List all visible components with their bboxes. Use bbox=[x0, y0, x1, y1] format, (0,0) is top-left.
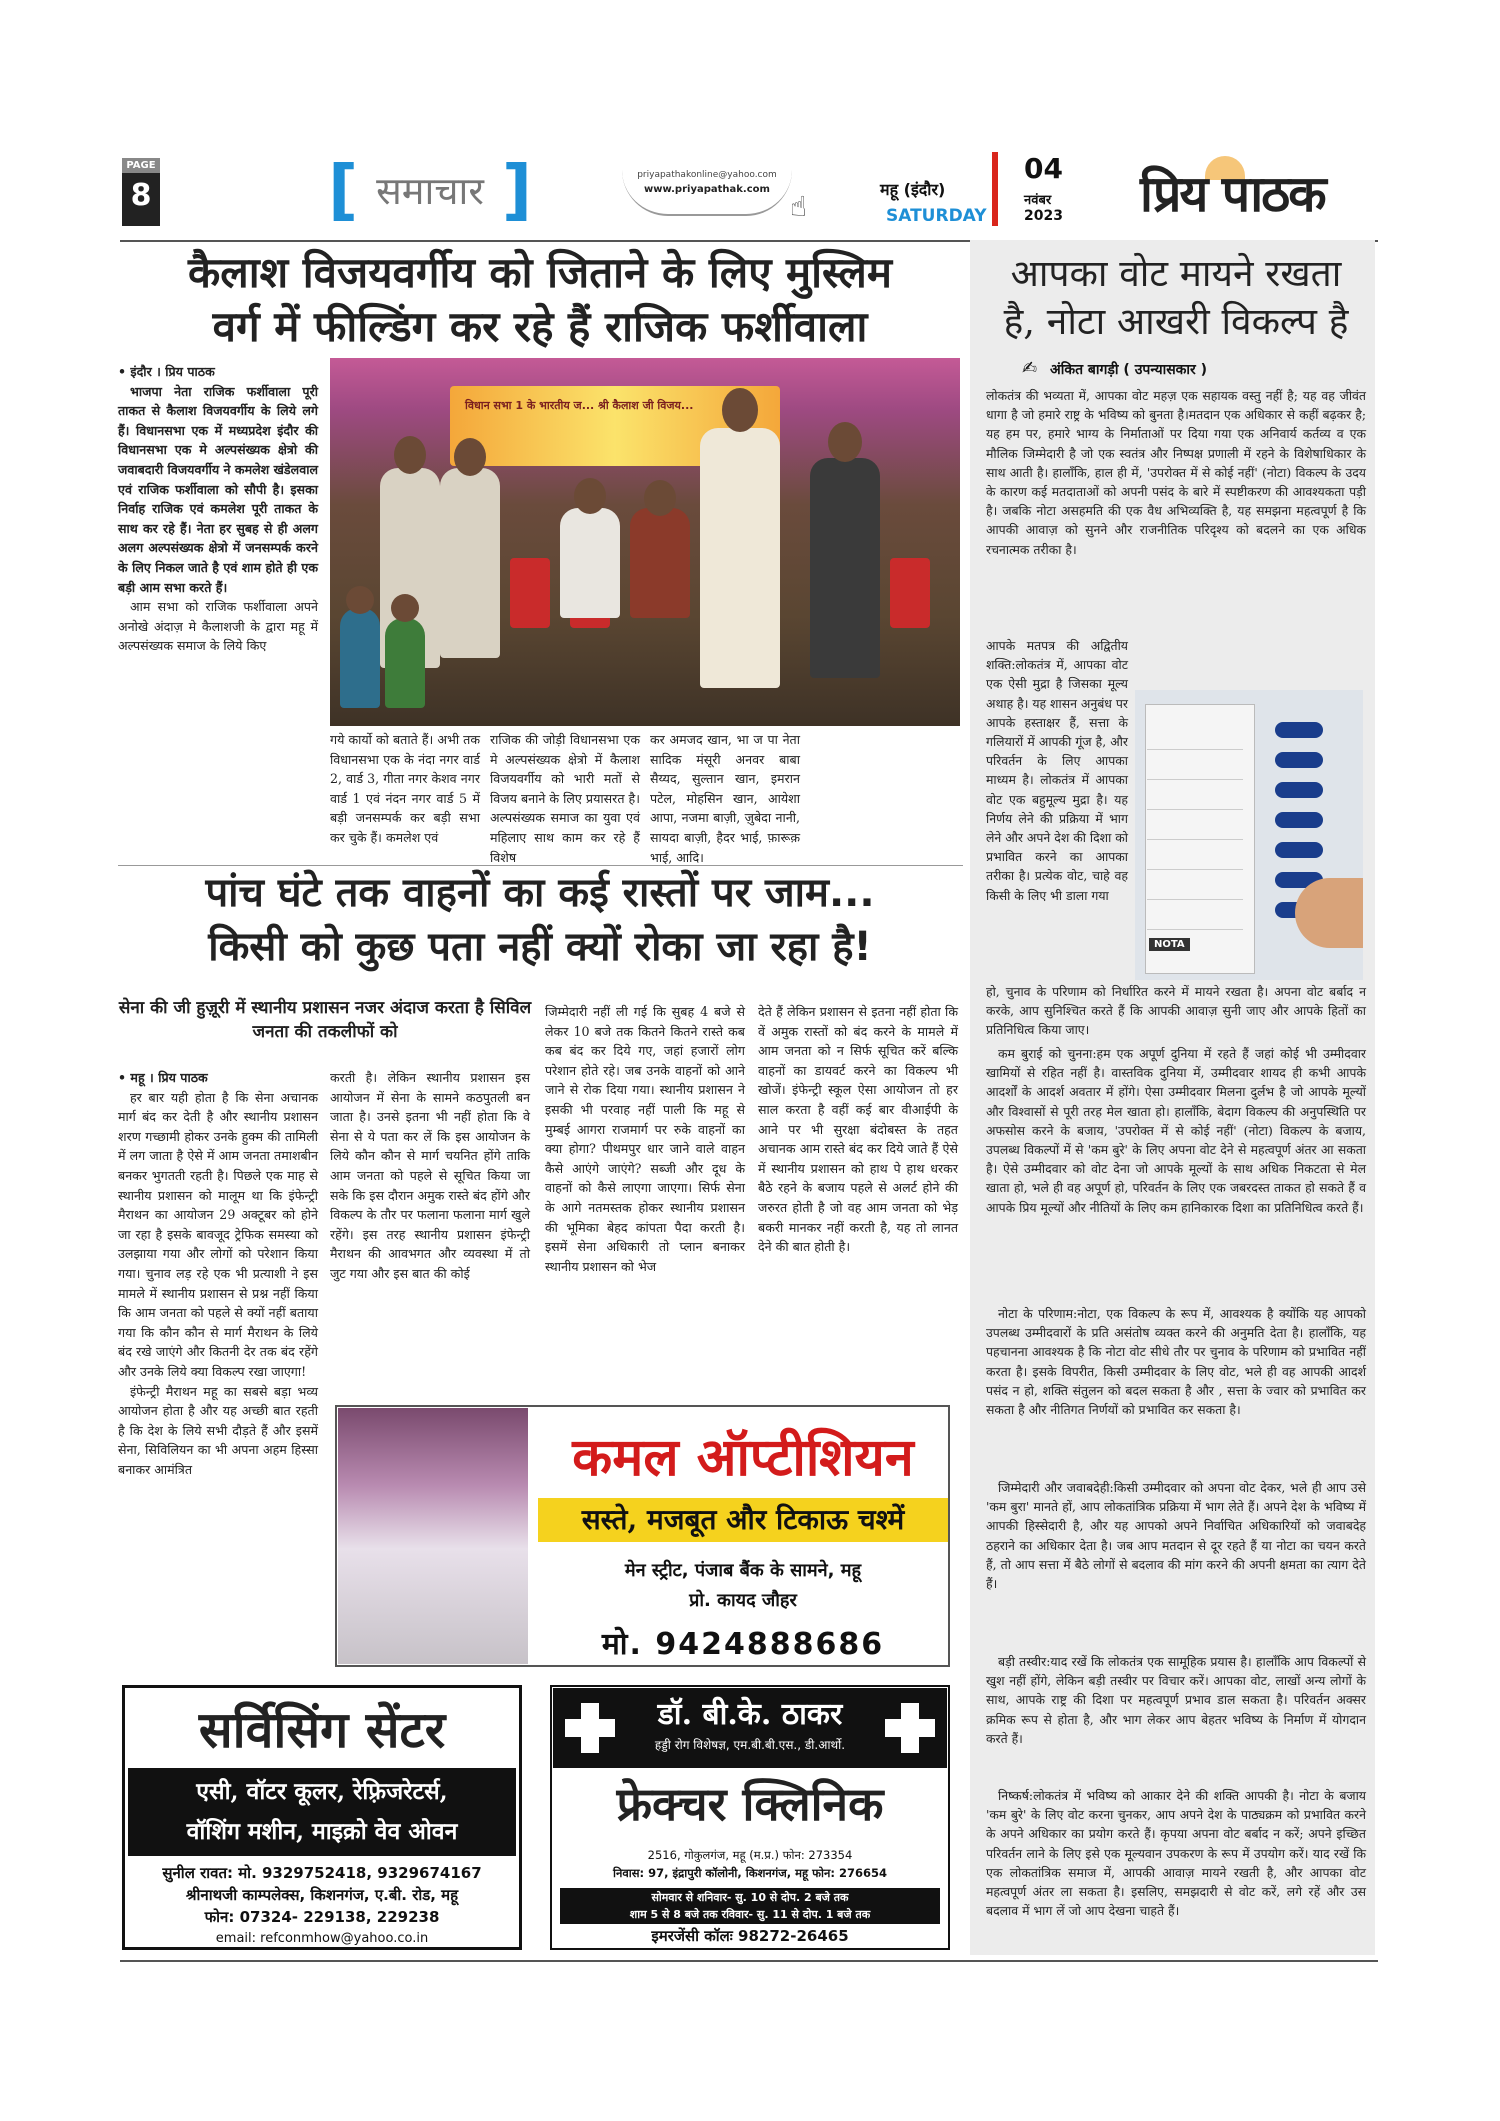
contact-info bbox=[622, 170, 792, 216]
clinic-address: 2516, गोकुलगंज, महू (म.प्र.) फोन: 273354 bbox=[647, 1848, 853, 1862]
sidebar-p7: निष्कर्ष:लोकतंत्र में भविष्य को आकार देने की शक्ति आपकी है। नोटा के बजाय 'कम बुरे' के लिए वोट करना चुनकर, आप अपने देश के पाठ्यक्रम को प्रभावित करने के अपने अधिकार का प्रयोग करते हैं। कृपया अपना वोट बर्बाद न करें; अपने इच्छित परिवर्तन लाने के लिए इसे एक मूल्यवान उपकरण के रूप में उपयोग करें। याद रखें कि एक लोकतांत्रिक समाज में, आपकी आवाज़ मायने रखती है, और आपका वोट महत्वपूर्ण अंतर ला सकता है। इसलिए, समझदारी से वोट करें, लगे रहें और उस बदलाव में भाग लें जो आप देखना चाहते हैं। bbox=[986, 1788, 1366, 1919]
sidebar-p4: नोटा के परिणाम:नोटा, एक विकल्प के रूप में, आवश्यक है क्योंकि यह आपको उपलब्ध उम्मीदवारों के प्रति असंतोष व्यक्त करने की अनुमति देता है। हालाँकि, यह पहचानना आवश्यक है कि नोटा वोट सीधे तौर पर चुनाव के परिणाम को प्रभावित नहीं करता है। इसके विपरीत, किसी उम्मीदवार के लिए वोट, भले ही वह आपकी आदर्श पसंद न हो, शक्ति संतुलन को बदल सकता है और , सत्ता के ज्वार को प्रभावित कर सकता है और नीतिगत निर्णयों को प्रभावित कर सकता है। bbox=[986, 1306, 1366, 1418]
article2-col1 bbox=[118, 1068, 318, 1479]
article2-subhead: सेना की जी हुज़ूरी में स्थानीय प्रशासन नजर अंदाज करता है सिविल जनता की तकलीफों को bbox=[118, 998, 532, 1043]
person bbox=[560, 508, 620, 618]
clinic-address-block bbox=[553, 1846, 947, 1882]
sidebar-author: अंकित बागड़ी ( उपन्यासकार ) bbox=[1050, 362, 1208, 378]
clinic-emergency: इमरजेंसी कॉलः 98272-26465 bbox=[651, 1927, 849, 1945]
email-text[interactable]: priyapathakonline@yahoo.com bbox=[637, 170, 777, 180]
person bbox=[440, 468, 500, 658]
service-title: सर्विसिंग सेंटर bbox=[198, 1700, 446, 1759]
person-head bbox=[644, 480, 676, 516]
article1-col3: राजिक की जोड़ी विधानसभा एक मे अल्पसंख्यक क्षेत्रो में कैलाश विजयवर्गीय को भारी मतों से विजय बनाने के लिए प्रयासरत है। अल्पसंख्यक समाज का युवा एवं महिलाए साथ काम कर रहे हैं विशेष bbox=[490, 732, 640, 865]
clinic-timing2: शाम 5 से 8 बजे तक रविवार- सु. 11 से दोप. 1 बजे तक bbox=[629, 1908, 871, 1921]
evm-button bbox=[1275, 782, 1323, 798]
article2-col3: जिम्मेदारी नहीं ली गई कि सुबह 4 बजे से लेकर 10 बजे तक कितने कितने रास्ते कब कब बंद कर दिये गए, जहां हजारों लोग परेशान होते रहे। जब उनके वाहनों को आने जाने से रोक दिया गया। स्थानीय प्रशासन ने इसकी भी परवाह नहीं पाली कि महू से मुम्बई आगरा राजमार्ग पर रुके वाहनों का क्या होगा? पीथमपुर धार जाने वाले वाहन कैसे आएंगे जाएंगे? सब्जी और दूध के वाहनों को कैसे लाएगा जाएगा। सिर्फ सेना के आगे नतमस्तक होकर स्थानीय प्रशासन की भूमिका बेहद कांपता पैदा करती है। इसमें सेना अधिकारी तो प्लान बनाकर स्थानीय प्रशासन को भेज bbox=[545, 1004, 745, 1274]
footer-rule bbox=[120, 1960, 1378, 1962]
website-link[interactable]: www.priyapathak.com bbox=[644, 184, 770, 195]
article2-headline-line2: किसी को कुछ पता नहीं क्यों रोका जा रहा है! bbox=[208, 924, 872, 970]
date-divider bbox=[992, 152, 998, 226]
chair bbox=[510, 558, 550, 628]
page-badge bbox=[122, 158, 160, 226]
person-head bbox=[394, 436, 426, 474]
service-phone: फोन: 07324- 229138, 229238 bbox=[204, 1908, 440, 1926]
person-head bbox=[828, 422, 862, 462]
evm-button bbox=[1275, 752, 1323, 768]
optician-proprietor: प्रो. कायद जौहर bbox=[689, 1590, 797, 1611]
service-line1: एसी, वॉटर कूलर, रेफ़्रिजरेटर्स, bbox=[196, 1778, 448, 1805]
sidebar-p2b: हो, चुनाव के परिणाम को निर्धारित करने में मायने रखता है। अपना वोट बर्बाद न करके, आप सुनिश्चित करते हैं कि आपकी आवाज़ सुनी जाए और आपके हितों का प्रतिनिधित्व किया जाए। bbox=[986, 984, 1366, 1038]
article1-col1-rest: आम सभा को राजिक फर्शीवाला अपने अनोखे अंदाज़ मे कैलाशजी के द्वारा महू में अल्पसंख्यक समाज के लिये किए bbox=[118, 599, 318, 654]
newspaper-logo: प्रिय पाठक bbox=[1140, 164, 1325, 223]
day-name: SATURDAY bbox=[886, 206, 987, 226]
bracket-close: ] bbox=[501, 151, 533, 228]
clinic-title: फ्रेक्चर क्लिनिक bbox=[616, 1777, 884, 1831]
rally-photo bbox=[330, 358, 960, 726]
pointer-hand-icon: ☝ bbox=[790, 190, 808, 223]
date-number: 04 bbox=[1024, 152, 1063, 185]
optician-shop-photo bbox=[338, 1408, 528, 1664]
evm-button bbox=[1275, 812, 1323, 828]
article2-dateline: • महू । प्रिय पाठक bbox=[118, 1070, 208, 1085]
sidebar-p6: बड़ी तस्वीर:याद रखें कि लोकतंत्र एक सामूहिक प्रयास है। हालाँकि आप विकल्पों से खुश नहीं होंगे, लेकिन बड़ी तस्वीर पर विचार करें। आपका वोट, लाखों अन्य लोगों के साथ, आपके राष्ट्र की दिशा पर महत्वपूर्ण प्रभाव डाल सकता है। परिवर्तन अक्सर क्रमिक रूप से होता है, और भाग लेकर आप बेहतर भविष्य के निर्माण में योगदान करते हैं। bbox=[986, 1654, 1366, 1746]
sidebar-p5: जिम्मेदारी और जवाबदेही:किसी उम्मीदवार को अपना वोट देकर, भले ही आप उसे 'कम बुरा' मानते हों, आप लोकतांत्रिक प्रक्रिया में भाग लेते हैं। अपने देश के भविष्य में आपकी हिस्सेदारी है, और यह आपको अपने निर्वाचित अधिकारियों को जवाबदेह ठहराने का अधिकार देता है। जब आप मतदान से दूर रहते हैं या नोटा का चयन करते हैं, तो आप सत्ता में बैठे लोगों से बदलाव की मांग करने की अपनी क्षमता का त्याग देते हैं। bbox=[986, 1480, 1366, 1592]
article2-col1-text: हर बार यही होता है कि सेना अचानक मार्ग बंद कर देती है और स्थानीय प्रशासन शरण गच्छामी होकर उनके हुक्म की तामिली में लग जाता है ऐसे में आम जनता तमाशबीन बनकर भुगतती रहती है। पिछले एक माह से स्थानीय प्रशासन को मालूम था कि इंफेन्ट्री मैराथन का आयोजन 29 अक्टूबर को होने जा रहा है इसके बावजूद ट्रेफिक समस्या को उलझाया गया और लोगों को परेशान किया गया। चुनाव लड़ रहे एक भी प्रत्याशी ने इस मामले में स्थानीय प्रशासन से प्रश्न नहीं किया कि आम जनता को पहले से क्यों नहीं बताया गया कि कौन कौन से मार्ग मैराथन के लिये बंद रखे जाएंगे और कितनी देर तक बंद रहेंगे और उनके लिये क्या विकल्प रखा जाएगा! bbox=[118, 1089, 318, 1379]
service-list bbox=[128, 1768, 516, 1856]
optician-tagline: सस्ते, मजबूत और टिकाऊ चश्में bbox=[538, 1498, 948, 1542]
person bbox=[810, 458, 880, 678]
sidebar-headline-line2: है, नोटा आखरी विकल्प है bbox=[1003, 300, 1349, 344]
child-head bbox=[346, 586, 374, 614]
service-line2: वॉशिंग मशीन, माइक्रो वेव ओवन bbox=[186, 1818, 458, 1845]
evm-row bbox=[1147, 730, 1243, 750]
service-contact bbox=[125, 1862, 519, 1950]
article2-headline bbox=[115, 866, 965, 974]
pen-icon: ✍ bbox=[1022, 358, 1038, 379]
article1-headline bbox=[115, 246, 965, 354]
voter-finger bbox=[1295, 878, 1363, 948]
evm-photo bbox=[1135, 690, 1363, 980]
service-address: श्रीनाथजी काम्पलेक्स, किशनगंज, ए.बी. रोड, महू bbox=[185, 1886, 459, 1904]
article1-dateline: • इंदौर । प्रिय पाठक bbox=[118, 364, 215, 379]
date-month: नवंबर bbox=[1024, 193, 1052, 208]
article1-col4: कर अमजद खान, भा ज पा नेता सादिक मंसूरी अनवर बाबा सैय्यद, सुल्तान खान, इमरान पटेल, मोहसिन खान, आयेशा आपा, नजमा बाज़ी, ज़ुबेदा नानी, सायदा बाज़ी, हैदर भाई, फ़ारूक़ भाई, आदि। bbox=[650, 732, 800, 865]
sidebar-headline bbox=[986, 250, 1366, 346]
stage-banner-text: विधान सभा 1 के भारतीय ज... श्री कैलाश जी विजय... bbox=[465, 399, 694, 412]
evm-button bbox=[1275, 842, 1323, 858]
evm-button bbox=[1275, 722, 1323, 738]
optician-phone: मो. 9424888686 bbox=[601, 1627, 885, 1662]
evm-row bbox=[1147, 820, 1243, 840]
person-head bbox=[574, 478, 606, 514]
sidebar-p3: कम बुराई को चुनना:हम एक अपूर्ण दुनिया में रहते हैं जहां कोई भी उम्मीदवार खामियों से रहित नहीं है। वास्तविक दुनिया में, उम्मीदवार शायद ही कभी आपके आदर्शों के आदर्श अवतार में होंगे। ऐसा उम्मीदवार मिलना दुर्लभ है जो आपके मूल्यों और विश्वासों से पूरी तरह मेल खाता हो। हालाँकि, बेदाग विकल्प की अनुपस्थिति पर अफसोस करने के बजाय, 'उपरोक्त में से कोई नहीं' (नोटा) विकल्प के बजाय, उपलब्ध विकल्पों में से 'कम बुरे' के लिए अपना वोट देने से महत्वपूर्ण अंतर आ सकता है। ऐसे उम्मीदवार को वोट देना जो आपके मूल्यों के साथ अधिक निकटता से मेल खाता हो, भले ही वह अपूर्ण हो, परिवर्तन के लिए एक जबरदस्त ताकत हो सकते हैं व आपके प्रिय मूल्यों और नीतियों के लिए कम हानिकारक दिशा का प्रतिनिधित्व करते हैं। bbox=[986, 1046, 1366, 1215]
article2-headline-line1: पांच घंटे तक वाहनों का कई रास्तों पर जाम... bbox=[205, 870, 875, 916]
article2-col4: देते हैं लेकिन प्रशासन से इतना नहीं होता कि वें अमुक रास्तों को बंद करने के मामले में आम जनता को न सिर्फ सूचित करें बल्कि वाहनों का डायवर्ट करने का विकल्प भी खोजें। इंफेन्ट्री स्कूल ऐसा आयोजन तो हर साल करता है वहीं कई बार वीआईपी के आने पर भी सुरक्षा बंदोबस्त के तहत अचानक आम रास्ते बंद कर दिये जाते हैं ऐसे में स्थानीय प्रशासन को हाथ पे हाथ धरकर बैठे रहने के बजाय पहले से अलर्ट होने की जरुरत होती है जो वह आम जनता को भेड़ बकरी मानकर नहीं करती है, यह तो लानत देने की बात होती है। bbox=[758, 1004, 958, 1255]
clinic-timings bbox=[560, 1888, 940, 1924]
sidebar-headline-line1: आपका वोट मायने रखता bbox=[1010, 252, 1342, 295]
person bbox=[630, 508, 690, 618]
article1-col2: गये कार्यो को बताते हैं। अभी तक विधानसभा एक के नंदा नगर वार्ड 2, वार्ड 3, गीता नगर केशव नगर वार्ड 1 एवं नंदन नगर वार्ड 5 में बड़ी जनसम्पर्क कर बड़ी सभा कर चुके हैं। कमलेश एवं bbox=[330, 732, 480, 845]
clinic-timing1: सोमवार से शनिवार- सु. 10 से दोप. 2 बजे तक bbox=[651, 1891, 849, 1904]
clinic-residence: निवास: 97, इंद्रापुरी कॉलोनी, किशनगंज, महू फोन: 276654 bbox=[613, 1866, 887, 1880]
evm-row bbox=[1147, 910, 1243, 930]
chair bbox=[890, 558, 930, 628]
speaker-head bbox=[722, 388, 758, 432]
section-title bbox=[305, 151, 555, 228]
article1-headline-line2: वर्ग में फील्डिंग कर रहे हैं राजिक फर्शीवाला bbox=[212, 301, 868, 351]
optician-street: मेन स्ट्रीट, पंजाब बैंक के सामने, महू bbox=[624, 1560, 862, 1581]
optician-title: कमल ऑप्टीशियन bbox=[572, 1427, 914, 1488]
optician-address bbox=[538, 1556, 948, 1616]
child bbox=[385, 618, 425, 708]
child-head bbox=[391, 594, 419, 622]
person-head bbox=[454, 438, 486, 476]
service-email[interactable]: email: refconmhow@yahoo.co.in bbox=[215, 1931, 429, 1946]
evm-row bbox=[1147, 850, 1243, 870]
article2-col2: करती है। लेकिन स्थानीय प्रशासन इस आयोजन में सेना के सामने कठपुतली बन जाता है। उनसे इतना भी नहीं होता कि वे सेना से ये पता कर लें कि इस आयोजन के लिये कौन कौन से मार्ग चयनित होंगे ताकि आम जनता को पहले से सूचित किया जा सके कि इस दौरान अमुक रास्ते बंद होंगे और विकल्प के तौर पर फलाना फलाना मार्ग खुले रहेंगे। इस तरह स्थानीय प्रशासन इंफेन्ट्री मैराथन की आवभगत और व्यवस्था में तो जुट गया और इस बात की कोई bbox=[330, 1070, 530, 1281]
evm-row bbox=[1147, 880, 1243, 900]
section-label: समाचार bbox=[376, 169, 484, 213]
article1-lead: भाजपा नेता राजिक फर्शीवाला पूरी ताकत से कैलाश विजयवर्गीय के लिये लगे हैं। विधानसभा एक में मध्यप्रदेश इंदौर की विधानसभा एक मे अल्पसंख्यक क्षेत्रो की जवाबदारी विजयवर्गीय ने कमलेश खंडेलवाल एवं राजिक फर्शीवाला को सौपी है। इसका निर्वाह राजिक एवं कमलेश पूरी ताकत के साथ कर रहे हैं। नेता हर सुबह से ही अलग अलग अल्पसंख्यक क्षेत्रो में जनसम्पर्क करने के लिए निकल जाते है एवं शाम होते ही एक बड़ी आम सभा करते हैं। bbox=[118, 383, 318, 595]
article1-headline-line1: कैलाश विजयवर्गीय को जिताने के लिए मुस्लिम bbox=[188, 248, 892, 297]
page-number: 8 bbox=[130, 178, 152, 213]
clinic-qualification: हड्डी रोग विशेषज्ञ, एम.बी.बी.एस., डी.आर्थो. bbox=[654, 1738, 846, 1752]
sidebar-p2a: आपके मतपत्र की अद्वितीय शक्ति:लोकतंत्र में, आपका वोट एक ऐसी मुद्रा है जिसका मूल्य अथाह है। यह शासन अनुबंध पर आपके हस्ताक्षर हैं, सत्ता के गलियारों में आपकी गूंज है, और परिवर्तन के लिए आपका माध्यम है। लोकतंत्र में आपका वोट एक बहुमूल्य मुद्रा है। यह निर्णय लेने की प्रक्रिया में भाग लेने और अपने देश की दिशा को प्रभावित करने का आपका तरीका है। प्रत्येक वोट, चाहे वह किसी के लिए भी डाला गया bbox=[986, 638, 1128, 903]
evm-row bbox=[1147, 760, 1243, 780]
sidebar-p1: लोकतंत्र की भव्यता में, आपका वोट महज़ एक सहायक वस्तु नहीं है; यह वह जीवंत धागा है जो हमारे राष्ट्र के भविष्य को बुनता है।मतदान एक अधिकार से कहीं बढ़कर है; यह हम पर, हमारे भाग्य के निर्माताओं पर दिया गया एक अनिवार्य कर्तव्य व एक मौलिक जिम्मेदारी है जो एक स्वतंत्र और निष्पक्ष प्रणाली में रहने के विशेषाधिकार के साथ आती है। हालाँकि, हाल ही में, 'उपरोक्त में से कोई नहीं' (नोटा) विकल्प के उदय के कारण कई मतदाताओं को अपनी पसंद के बारे में स्पष्टीकरण की आवश्यकता पड़ी है। जबकि नोटा असहमति की एक वैध अभिव्यक्ति है, यह समझना महत्वपूर्ण है कि आपकी आवाज़ को सुनने और राजनीतिक परिदृश्य को बदलने का एक अधिक रचनात्मक तरीका है। bbox=[986, 388, 1366, 557]
page-label: PAGE bbox=[122, 158, 160, 173]
bracket-open: [ bbox=[327, 151, 359, 228]
speaker bbox=[700, 428, 780, 688]
article2-col1-text-b: इंफेन्ट्री मैराथन महू का सबसे बड़ा भव्य आयोजन होता है और यह अच्छी बात रहती है कि देश के लिये सभी दौड़ते हैं और इसमें सेना, सिविलियन का भी अपना अहम हिस्सा बनाकर आमंत्रित bbox=[118, 1383, 318, 1477]
article1-col1 bbox=[118, 362, 318, 656]
evm-row bbox=[1147, 790, 1243, 810]
clinic-doctor: डॉ. बी.के. ठाकर bbox=[657, 1697, 843, 1732]
place-name: महू (इंदौर) bbox=[880, 180, 946, 199]
child bbox=[340, 608, 380, 708]
evm-nota-label: NOTA bbox=[1149, 938, 1190, 951]
date-year: 2023 bbox=[1024, 208, 1063, 224]
service-person: सुनील रावत: मो. 9329752418, 9329674167 bbox=[162, 1864, 482, 1882]
